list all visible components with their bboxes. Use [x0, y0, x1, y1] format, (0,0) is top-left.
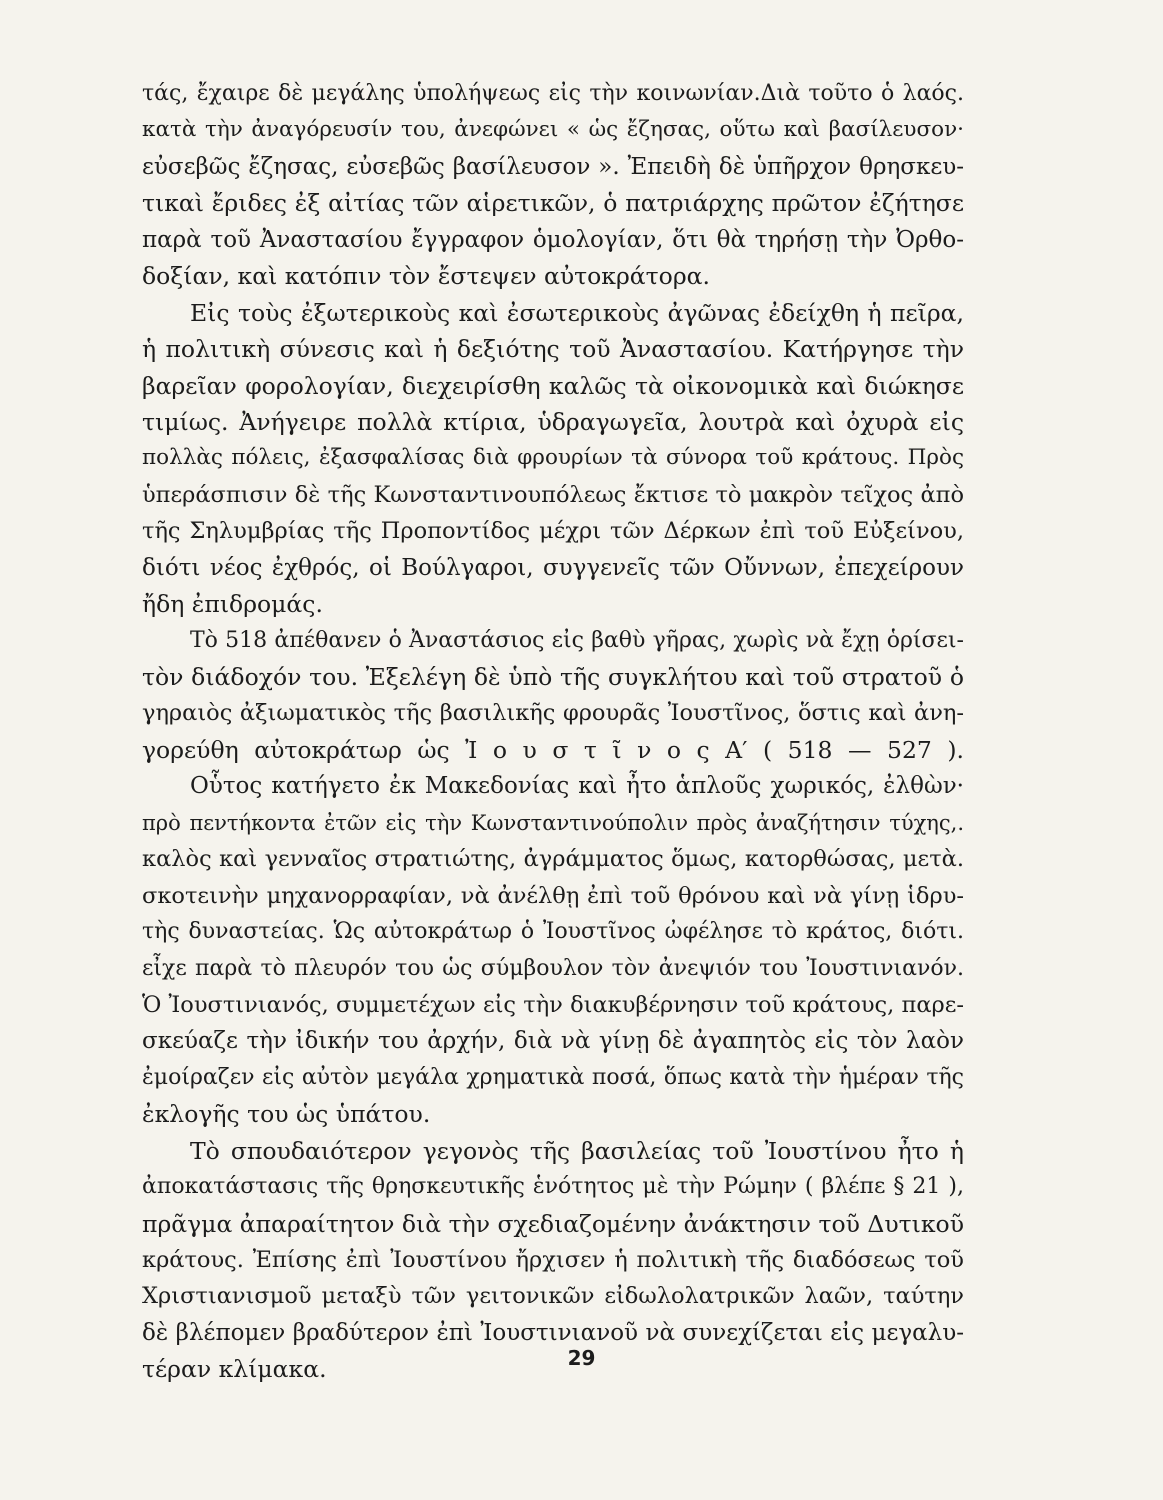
text-line: κράτους. Ἐπίσης ἐπὶ Ἰουστίνου ἤρχισεν ἡ πολιτικὴ τῆς διαδόσεως τοῦ: [142, 1247, 964, 1273]
text-line: ἐκλογῆς του ὡς ὑπάτου.: [142, 1100, 431, 1129]
text-line: γηραιὸς ἀξιωματικὸς τῆς βασιλικῆς φρουρᾶς Ἰουστῖνος, ὅστις καὶ ἀνη-: [142, 700, 964, 727]
text-line: καλὸς καὶ γενναῖος στρατιώτης, ἀγράμματος ὅμως, κατορθώσας, μετὰ.: [142, 846, 964, 873]
text-line: γορεύθη αὐτοκράτωρ ὡς Ἰ ο υ σ τ ῖ ν ο ς Α′ ( 518 — 527 ).: [142, 735, 964, 764]
text-line: Χριστιανισμοῦ μεταξὺ τῶν γειτονικῶν εἰδωλολατρικῶν λαῶν, ταύτην: [142, 1283, 964, 1310]
text-line: σκεύαζε τὴν ἰδικήν του ἀρχήν, διὰ νὰ γίνῃ δὲ ἀγαπητὸς εἰς τὸν λαὸν: [142, 1028, 964, 1055]
text-line: πρᾶγμα ἀπαραίτητον διὰ τὴν σχεδιαζομένην ἀνάκτησιν τοῦ Δυτικοῦ: [142, 1209, 964, 1238]
text-line: σκοτεινὴν μηχανορραφίαν, νὰ ἀνέλθῃ ἐπὶ τοῦ θρόνου καὶ νὰ γίνῃ ἱδρυ-: [142, 882, 964, 909]
text-line: τὸν διάδοχόν του. Ἐξελέγη δὲ ὑπὸ τῆς συγκλήτου καὶ τοῦ στρατοῦ ὁ: [142, 663, 964, 691]
text-line: ὑπεράσπισιν δὲ τῆς Κωνσταντινουπόλεως ἔκτισε τὸ μακρὸν τεῖχος ἀπὸ: [142, 481, 964, 508]
text-line: τιμίως. Ἀνήγειρε πολλὰ κτίρια, ὑδραγωγεῖα, λουτρὰ καὶ ὀχυρὰ εἰς: [142, 407, 964, 436]
text-line: τικαὶ ἔριδες ἐξ αἰτίας τῶν αἱρετικῶν, ὁ πατριάρχης πρῶτον ἐζήτησε: [142, 189, 964, 218]
paragraph-start-line: Εἰς τοὺς ἐξωτερικοὺς καὶ ἐσωτερικοὺς ἀγῶνας ἐδείχθη ἡ πεῖρα,: [190, 298, 964, 327]
text-line: τὴς δυναστείας. Ὡς αὐτοκράτωρ ὁ Ἰουστῖνος ὠφέλησε τὸ κράτος, διότι.: [142, 919, 964, 945]
text-line: παρὰ τοῦ Ἀναστασίου ἔγγραφον ὁμολογίαν, ὅτι θὰ τηρήσῃ τὴν Ὀρθο-: [142, 226, 964, 253]
text-line: Ὁ Ἰουστινιανός, συμμετέχων εἰς τὴν διακυβέρνησιν τοῦ κράτους, παρε-: [142, 991, 964, 1018]
text-line: ἐμοίραζεν εἰς αὐτὸν μεγάλα χρηματικὰ ποσά, ὅπως κατὰ τὴν ἡμέραν τῆς: [142, 1064, 964, 1090]
text-line: τῆς Σηλυμβρίας τῆς Προποντίδος μέχρι τῶν Δέρκων ἐπὶ τοῦ Εὐξείνου,: [142, 518, 964, 545]
text-line: δοξίαν, καὶ κατόπιν τὸν ἔστεψεν αὐτοκράτορα.: [142, 262, 710, 291]
text-line: τέραν κλίμακα.: [142, 1355, 327, 1384]
text-line: δὲ βλέπομεν βραδύτερον ἐπὶ Ἰουστινιανοῦ νὰ συνεχίζεται εἰς μεγαλυ-: [142, 1319, 964, 1346]
text-line: βαρεῖαν φορολογίαν, διεχειρίσθη καλῶς τὰ οἰκονομικὰ καὶ διώκησε: [142, 371, 964, 400]
body-text: [142, 76, 964, 1388]
text-line: ἀποκατάστασις τῆς θρησκευτικῆς ἑνότητος μὲ τὴν Ρώμην ( βλέπε § 21 ),: [142, 1174, 964, 1200]
paragraph-start-line: Τὸ σπουδαιότερον γεγονὸς τῆς βασιλείας τοῦ Ἰουστίνου ἦτο ἡ: [190, 1136, 964, 1165]
page-number: 29: [567, 1346, 596, 1370]
text-line: ἡ πολιτικὴ σύνεσις καὶ ἡ δεξιότης τοῦ Ἀναστασίου. Κατήργησε τὴν: [142, 335, 964, 364]
text-line: ἤδη ἐπιδρομάς.: [142, 590, 323, 619]
text-line: διότι νέος ἐχθρός, οἱ Βούλγαροι, συγγενεῖς τῶν Οὔννων, ἐπεχείρουν: [142, 554, 964, 581]
text-line: τάς, ἔχαιρε δὲ μεγάλης ὑπολήψεως εἰς τὴν κοινωνίαν.Διὰ τοῦτο ὁ λαός.: [142, 81, 964, 106]
text-line: εἶχε παρὰ τὸ πλευρόν του ὡς σύμβουλον τὸν ἀνεψιόν του Ἰουστινιανόν.: [142, 955, 964, 981]
text-line: εὐσεβῶς ἔζησας, εὐσεβῶς βασίλευσον ». Ἐπειδὴ δὲ ὑπῆρχον θρησκευ-: [142, 153, 964, 180]
paragraph-start-line: Τὸ 518 ἀπέθανεν ὁ Ἀναστάσιος εἰς βαθὺ γῆρας, χωρὶς νὰ ἔχῃ ὁρίσει-: [190, 627, 964, 653]
text-line: πολλὰς πόλεις, ἐξασφαλίσας διὰ φρουρίων τὰ σύνορα τοῦ κράτους. Πρὸς: [142, 445, 964, 471]
paragraph-start-line: Οὗτος κατήγετο ἐκ Μακεδονίας καὶ ἦτο ἁπλοῦς χωρικός, ἐλθὼν·: [190, 773, 964, 800]
text-line: πρὸ πεντήκοντα ἐτῶν εἰς τὴν Κωνσταντινούπολιν πρὸς ἀναζήτησιν τύχης,.: [142, 810, 964, 835]
text-line: κατὰ τὴν ἀναγόρευσίν του, ἀνεφώνει « ὡς ἔζησας, οὕτω καὶ βασίλευσον·: [142, 117, 964, 143]
